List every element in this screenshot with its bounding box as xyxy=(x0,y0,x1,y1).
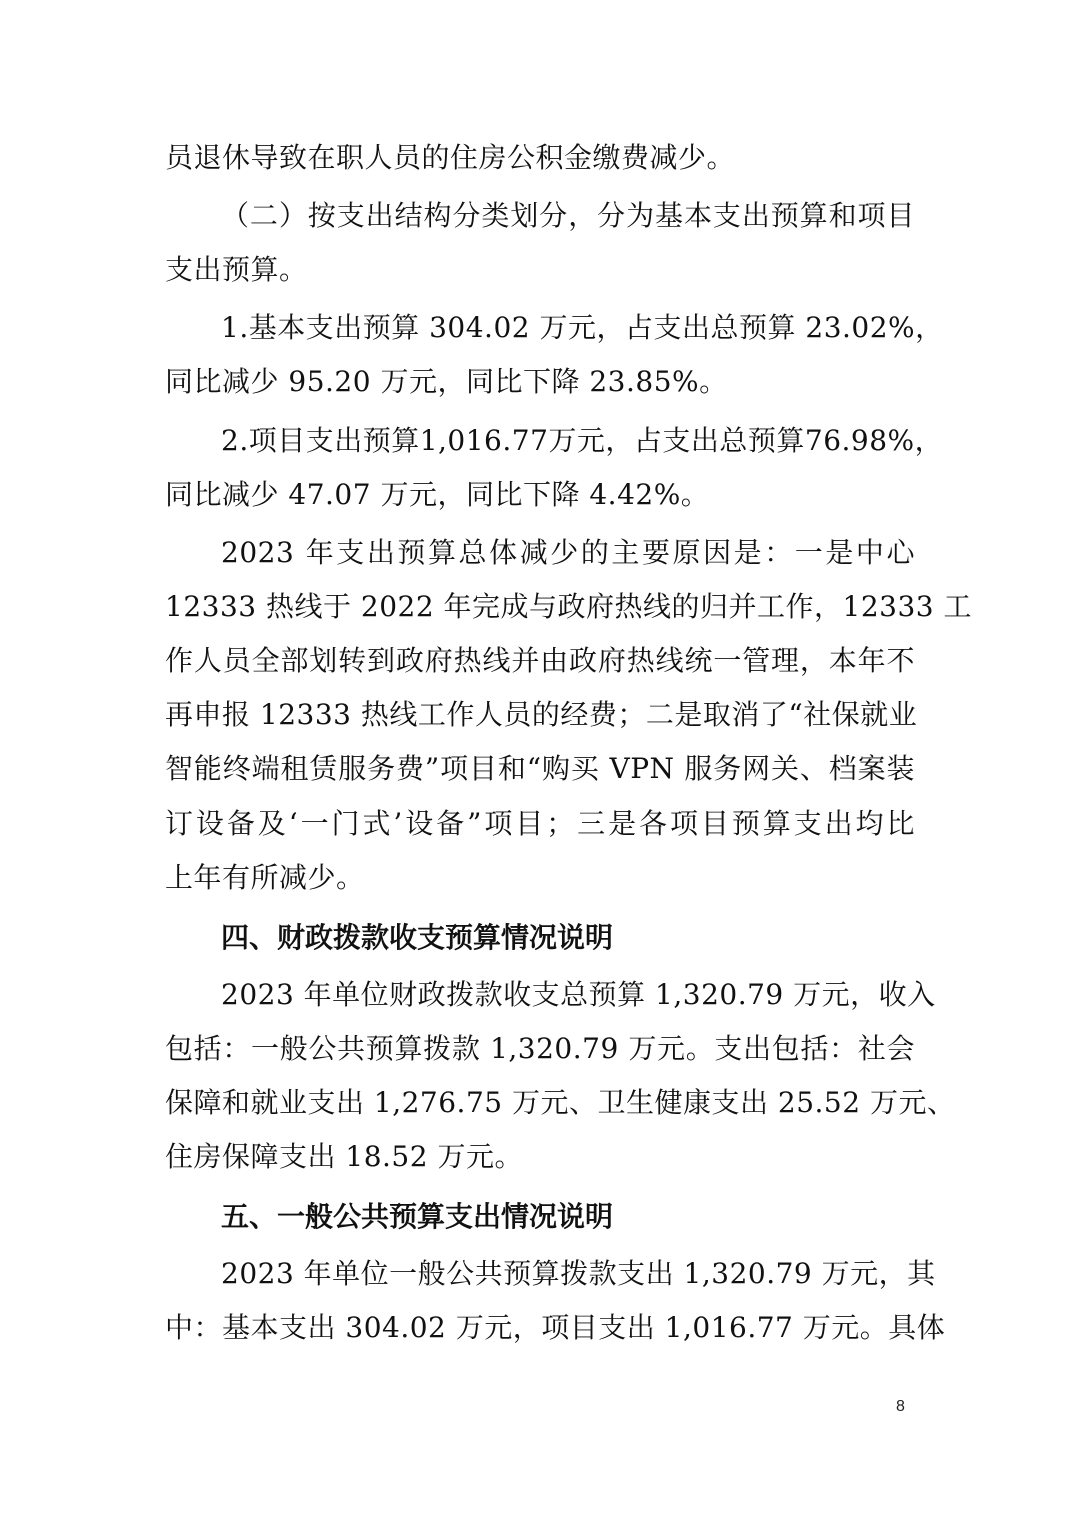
paragraph-line: 1.基本支出预算 304.02 万元，占支出总预算 23.02%， xyxy=(221,311,944,344)
paragraph-line: 2023 年单位一般公共预算拨款支出 1,320.79 万元，其 xyxy=(221,1257,936,1290)
paragraph-line: 支出预算。 xyxy=(165,253,308,286)
paragraph-line: 同比减少 47.07 万元，同比下降 4.42%。 xyxy=(165,478,710,511)
paragraph-line: 员退休导致在职人员的住房公积金缴费减少。 xyxy=(165,141,736,174)
paragraph-line: 中：基本支出 304.02 万元，项目支出 1,016.77 万元。具体 xyxy=(165,1311,946,1344)
section-heading-5: 五、一般公共预算支出情况说明 xyxy=(221,1200,614,1233)
paragraph-line: 2.项目支出预算1,016.77万元，占支出总预算76.98%， xyxy=(221,424,944,457)
paragraph-line: 智能终端租赁服务费”项目和“购买 VPN 服务网关、档案装 xyxy=(165,752,915,785)
paragraph-line: 住房保障支出 18.52 万元。 xyxy=(165,1140,523,1173)
paragraph-line: 上年有所减少。 xyxy=(165,861,365,894)
paragraph-line: 订设备及‘一门式’设备”项目；三是各项目预算支出均比 xyxy=(165,807,915,840)
paragraph-line: 同比减少 95.20 万元，同比下降 23.85%。 xyxy=(165,365,728,398)
paragraph-line: 2023 年支出预算总体减少的主要原因是：一是中心 xyxy=(221,536,915,569)
page-number: 8 xyxy=(896,1398,905,1415)
paragraph-line: 作人员全部划转到政府热线并由政府热线统一管理，本年不 xyxy=(165,644,915,677)
paragraph-line: 再申报 12333 热线工作人员的经费；二是取消了“社保就业 xyxy=(165,698,918,731)
paragraph-line: （二）按支出结构分类划分，分为基本支出预算和项目 xyxy=(221,199,915,232)
paragraph-line: 保障和就业支出 1,276.75 万元、卫生健康支出 25.52 万元、 xyxy=(165,1086,956,1119)
paragraph-line: 2023 年单位财政拨款收支总预算 1,320.79 万元，收入 xyxy=(221,978,936,1011)
section-heading-4: 四、财政拨款收支预算情况说明 xyxy=(221,921,614,954)
paragraph-line: 12333 热线于 2022 年完成与政府热线的归并工作，12333 工 xyxy=(165,590,973,623)
paragraph-line: 包括：一般公共预算拨款 1,320.79 万元。支出包括：社会 xyxy=(165,1032,915,1065)
